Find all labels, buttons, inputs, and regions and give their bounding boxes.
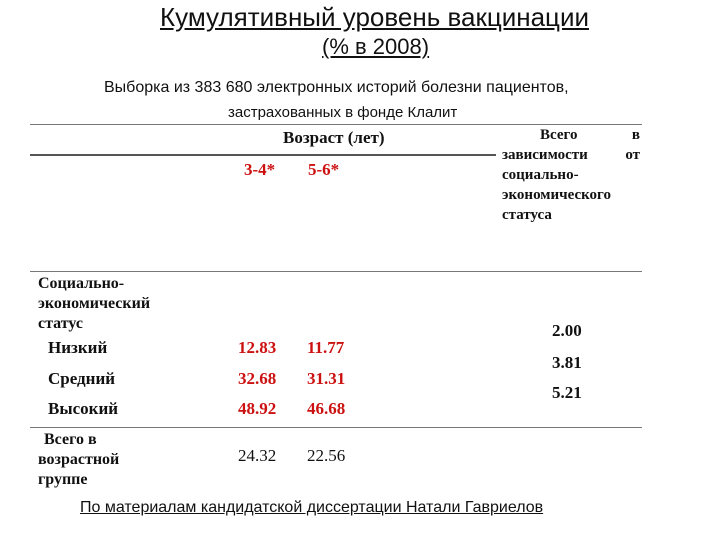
title-line-2: (% в 2008) (322, 34, 430, 59)
total-header-l4: экономического (502, 187, 611, 203)
cell-low-3-4: 12.83 (238, 338, 277, 357)
title-line-1: Кумулятивный уровень вакцинации (160, 2, 589, 32)
cell-medium-total: 3.81 (552, 353, 582, 372)
ses-label (38, 274, 150, 334)
age-total-label-line-3: группе (38, 471, 88, 488)
age-total-5-6: 22.56 (307, 446, 346, 465)
total-header-l3: социально- (502, 167, 579, 183)
ses-label-line-1: Социально- (38, 275, 125, 292)
header-rule (30, 154, 496, 156)
body-bottom-rule (30, 427, 642, 428)
total-header-l5: статуса (502, 207, 552, 223)
cell-high-5-6: 46.68 (307, 399, 346, 418)
age-group-5-6: 5-6* (308, 160, 340, 179)
age-total-label (38, 430, 119, 490)
total-header-l2b: от (625, 147, 640, 163)
cell-high-3-4: 48.92 (238, 399, 277, 418)
ses-label-line-3: статус (38, 315, 83, 332)
cell-low-total: 2.00 (552, 321, 582, 340)
age-total-label-line-2: возрастной (38, 451, 120, 468)
age-group-3-4: 3-4* (244, 160, 276, 179)
cell-low-5-6: 11.77 (307, 338, 345, 357)
row-label-high: Высокий (48, 399, 119, 418)
total-header-l1a: Всего (540, 127, 578, 143)
total-header-l1b: в (631, 127, 640, 143)
cell-medium-3-4: 32.68 (238, 369, 277, 388)
total-header-l2a: зависимости (502, 147, 588, 163)
subtitle-line-2: застрахованных в фонде Клалит (228, 104, 458, 121)
total-by-ses-header (502, 125, 640, 225)
source-footnote: По материалам кандидатской диссертации Натали Гавриелов (80, 499, 544, 516)
cell-high-total: 5.21 (552, 383, 582, 402)
age-total-3-4: 24.32 (238, 446, 277, 465)
subtitle-line-1: Выборка из 383 680 электронных историй болезни пациентов, (104, 79, 569, 96)
ses-label-line-2: экономический (38, 295, 151, 312)
header-bottom-rule (30, 271, 642, 272)
cell-medium-5-6: 31.31 (307, 369, 346, 388)
age-total-label-line-1: Всего в (44, 431, 97, 448)
row-label-low: Низкий (48, 338, 108, 357)
age-header: Возраст (лет) (283, 128, 385, 147)
row-label-medium: Средний (48, 369, 116, 388)
